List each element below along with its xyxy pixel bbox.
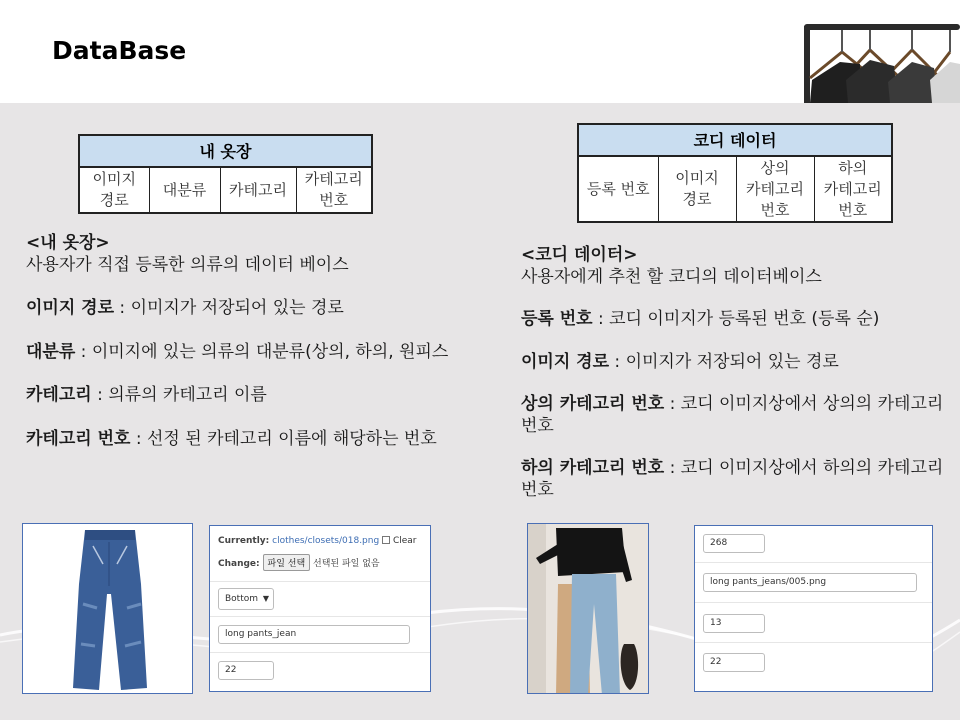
codi-summary: 사용자에게 추천 할 코디의 데이터베이스 xyxy=(521,266,822,287)
codi-table-header: 코디 데이터 xyxy=(578,124,892,156)
closet-term: 카테고리 번호 xyxy=(26,428,131,449)
codi-separator: : xyxy=(592,309,610,329)
category-select-value: Bottom xyxy=(225,594,259,604)
currently-label: Currently: xyxy=(218,536,270,546)
codi-desc: 코디 이미지상에서 상의의 카테고리 번호 xyxy=(521,394,944,436)
closet-term: 대분류 xyxy=(26,341,76,362)
clothing-rack-image xyxy=(790,0,960,103)
top-category-value: 13 xyxy=(710,618,722,628)
chevron-down-icon: ▼ xyxy=(262,594,269,603)
closet-desc: 의류의 카테고리 이름 xyxy=(108,385,267,405)
closet-summary: 사용자가 직접 등록한 의류의 데이터 베이스 xyxy=(26,254,349,275)
name-input-value: long pants_jean xyxy=(225,629,297,639)
closet-separator: : xyxy=(114,298,131,318)
category-select[interactable] xyxy=(218,588,274,610)
change-label: Change: xyxy=(218,559,260,569)
closet-column-category: 카테고리 xyxy=(220,167,296,213)
codi-term: 이미지 경로 xyxy=(521,351,610,372)
currently-row xyxy=(218,536,416,546)
page-title: DataBase xyxy=(52,36,187,65)
codi-desc: 이미지가 저장되어 있는 경로 xyxy=(625,351,839,372)
closet-term: 카테고리 xyxy=(26,385,92,405)
closet-edit-form xyxy=(209,525,431,692)
bottom-category-value: 22 xyxy=(710,657,722,667)
reg-number-value: 268 xyxy=(710,538,728,548)
category-number-value: 22 xyxy=(225,665,237,675)
outfit-photo xyxy=(527,523,649,694)
codi-separator: : xyxy=(664,458,681,478)
codi-separator: : xyxy=(609,351,626,372)
clear-label: Clear xyxy=(392,536,417,546)
file-status: 선택된 파일 없음 xyxy=(313,559,380,569)
clear-checkbox[interactable] xyxy=(382,536,390,544)
closet-column-category-number: 카테고리 번호 xyxy=(296,167,372,213)
header-band xyxy=(0,0,960,103)
codi-separator: : xyxy=(664,394,681,414)
closet-heading: <내 옷장> xyxy=(26,233,110,253)
codi-term: 상의 카테고리 번호 xyxy=(521,394,665,414)
closet-term: 이미지 경로 xyxy=(26,298,115,318)
image-path-input[interactable] xyxy=(703,573,917,592)
image-path-value: long pants_jeans/005.png xyxy=(710,577,827,587)
reg-number-input[interactable] xyxy=(703,534,765,553)
codi-term: 등록 번호 xyxy=(521,309,593,329)
file-select-button[interactable]: 파일 선택 xyxy=(263,554,311,571)
codi-column-top-category: 상의 카테고리 번호 xyxy=(736,156,814,222)
codi-term: 하의 카테고리 번호 xyxy=(521,458,665,478)
bottom-category-input[interactable] xyxy=(703,653,765,672)
closet-column-image-path: 이미지 경로 xyxy=(79,167,149,213)
closet-separator: : xyxy=(75,341,92,362)
codi-description xyxy=(521,245,960,522)
closet-desc: 선정 된 카테고리 이름에 해당하는 번호 xyxy=(147,428,437,449)
jeans-image xyxy=(22,523,193,694)
closet-separator: : xyxy=(130,428,147,449)
category-number-input[interactable] xyxy=(218,661,274,680)
codi-desc: 코디 이미지가 등록된 번호 (등록 순) xyxy=(609,309,880,329)
closet-description xyxy=(26,233,476,472)
codi-heading: <코디 데이터> xyxy=(521,245,638,265)
codi-column-image-path: 이미지 경로 xyxy=(658,156,736,222)
name-input[interactable] xyxy=(218,625,410,644)
closet-table-header: 내 옷장 xyxy=(79,135,372,167)
change-row xyxy=(218,554,380,571)
top-category-input[interactable] xyxy=(703,614,765,633)
codi-column-reg-number: 등록 번호 xyxy=(578,156,658,222)
closet-column-main-category: 대분류 xyxy=(149,167,220,213)
closet-separator: : xyxy=(91,385,109,405)
closet-desc: 이미지가 저장되어 있는 경로 xyxy=(130,298,344,318)
closet-desc: 이미지에 있는 의류의 대분류(상의, 하의, 원피스 xyxy=(91,341,449,362)
codi-edit-form xyxy=(694,525,933,692)
codi-desc: 코디 이미지상에서 하의의 카테고리 번호 xyxy=(521,458,944,500)
codi-column-bottom-category: 하의 카테고리 번호 xyxy=(814,156,892,222)
current-file-link[interactable]: clothes/closets/018.png xyxy=(272,536,380,546)
codi-table xyxy=(577,123,893,223)
closet-table xyxy=(78,134,373,214)
